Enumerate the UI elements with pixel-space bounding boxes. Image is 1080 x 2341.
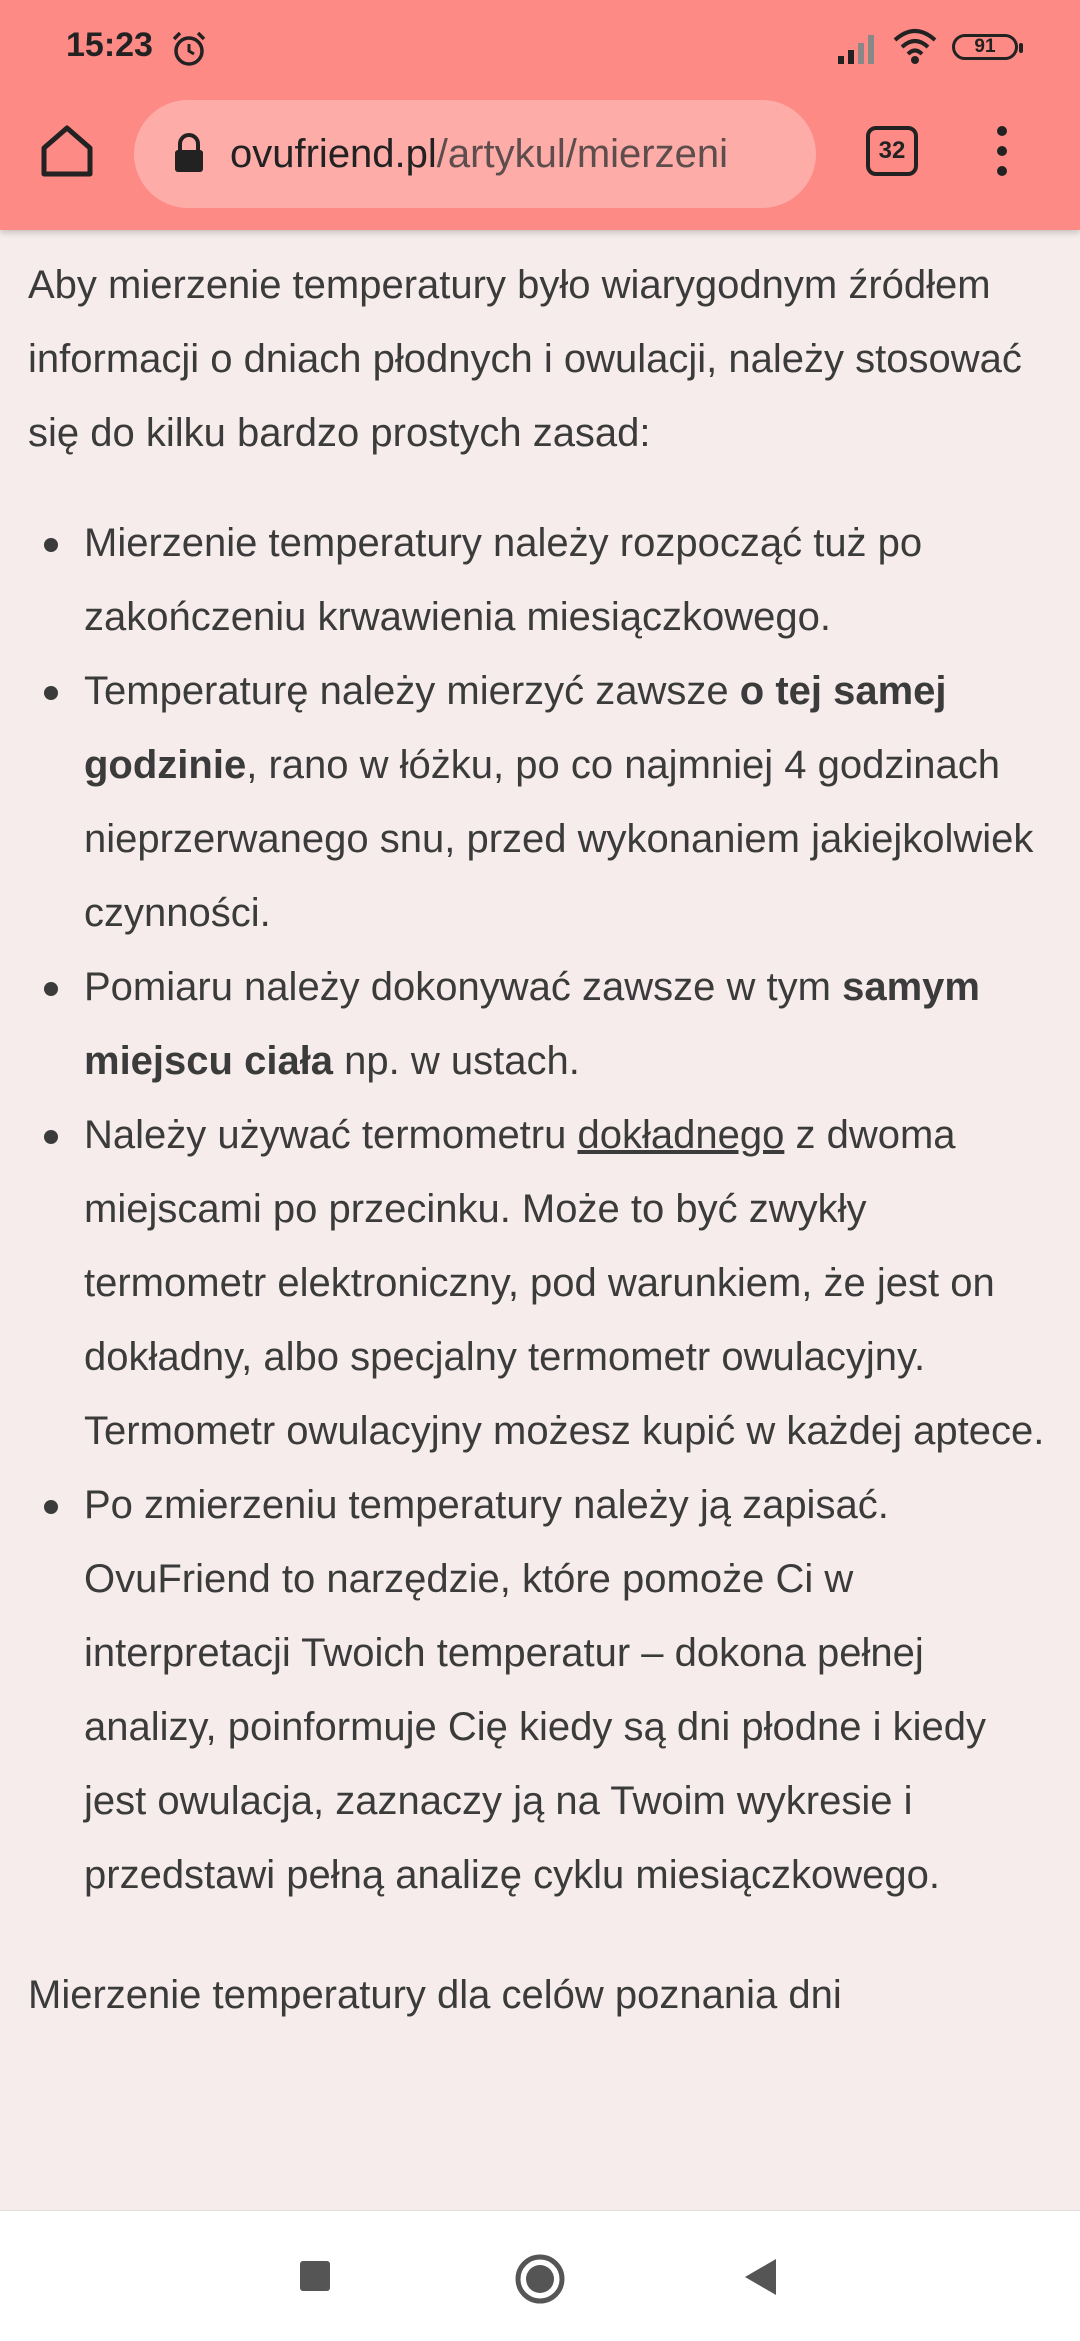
lock-icon [172, 132, 206, 174]
wifi-icon [892, 26, 938, 66]
article-next-paragraph: Mierzenie temperatury dla celów poznania dni [28, 1973, 842, 2017]
rule-text: , rano w łóżku, po co najmniej 4 godzinach nieprzerwanego snu, przed wykonaniem jakiejkolwiek czynności. [84, 743, 1034, 935]
list-item [0, 506, 1056, 654]
more-vertical-icon[interactable] [988, 126, 1016, 180]
rules-list [0, 506, 1056, 1912]
article-content [0, 230, 1080, 2032]
square-recents-icon[interactable] [300, 2261, 330, 2291]
address-bar[interactable] [134, 100, 816, 208]
accurate-thermometer-link[interactable]: dokładnego [577, 1113, 785, 1157]
rule-text: np. w ustach. [333, 1039, 580, 1083]
list-item [0, 950, 1056, 1098]
battery-indicator: 91 [952, 34, 1018, 60]
list-item [0, 1098, 1056, 1468]
list-item [0, 654, 1056, 950]
url-text[interactable] [230, 100, 800, 208]
url-path: /artykul/mierzeni [436, 132, 728, 176]
rule-text: Temperaturę należy mierzyć zawsze [84, 669, 740, 713]
rule-text: Mierzenie temperatury należy rozpocząć tuż po zakończeniu krwawienia miesiączkowego. [84, 521, 923, 639]
system-navigation-bar [0, 2210, 1080, 2341]
browser-chrome [0, 0, 1080, 230]
rule-emphasis: samym miejscu ciała [84, 965, 980, 1083]
article-intro-paragraph: Aby mierzenie temperatury było wiarygodnym źródłem informacji o dniach płodnych i owulacji, należy stosować się do kilku bardzo prostych zasad: [28, 263, 1022, 455]
cellular-signal-icon [836, 30, 880, 66]
circle-home-icon[interactable] [514, 2253, 566, 2305]
rule-emphasis: o tej samej godzinie [84, 669, 947, 787]
triangle-back-icon[interactable] [742, 2257, 780, 2297]
rule-text: z dwoma miejscami po przecinku. Może to być zwykły termometr elektroniczny, pod warunkiem, że jest on dokładny, albo specjalny termometr owulacyjny. Termometr owulacyjny możesz kupić w każdej aptece. [84, 1113, 1045, 1453]
alarm-clock-icon [170, 30, 208, 68]
tab-switcher-button[interactable]: 32 [866, 126, 918, 176]
url-domain: ovufriend.pl [230, 132, 437, 176]
home-icon[interactable] [36, 120, 98, 182]
status-bar [0, 0, 1080, 96]
rule-text: Należy używać termometru [84, 1113, 578, 1157]
rule-text: Pomiaru należy dokonywać zawsze w tym [84, 965, 843, 1009]
rule-text: Po zmierzeniu temperatury należy ją zapisać. OvuFriend to narzędzie, które pomoże Ci w interpretacji Twoich temperatur – dokona pełnej analizy, poinformuje Cię kiedy są dni płodne i kiedy jest owulacja, zaznaczy ją na Twoim wykresie i przedstawi pełną analizę cyklu miesiączkowego. [84, 1483, 986, 1897]
status-time: 15:23 [66, 26, 153, 64]
list-item [0, 1468, 1056, 1912]
